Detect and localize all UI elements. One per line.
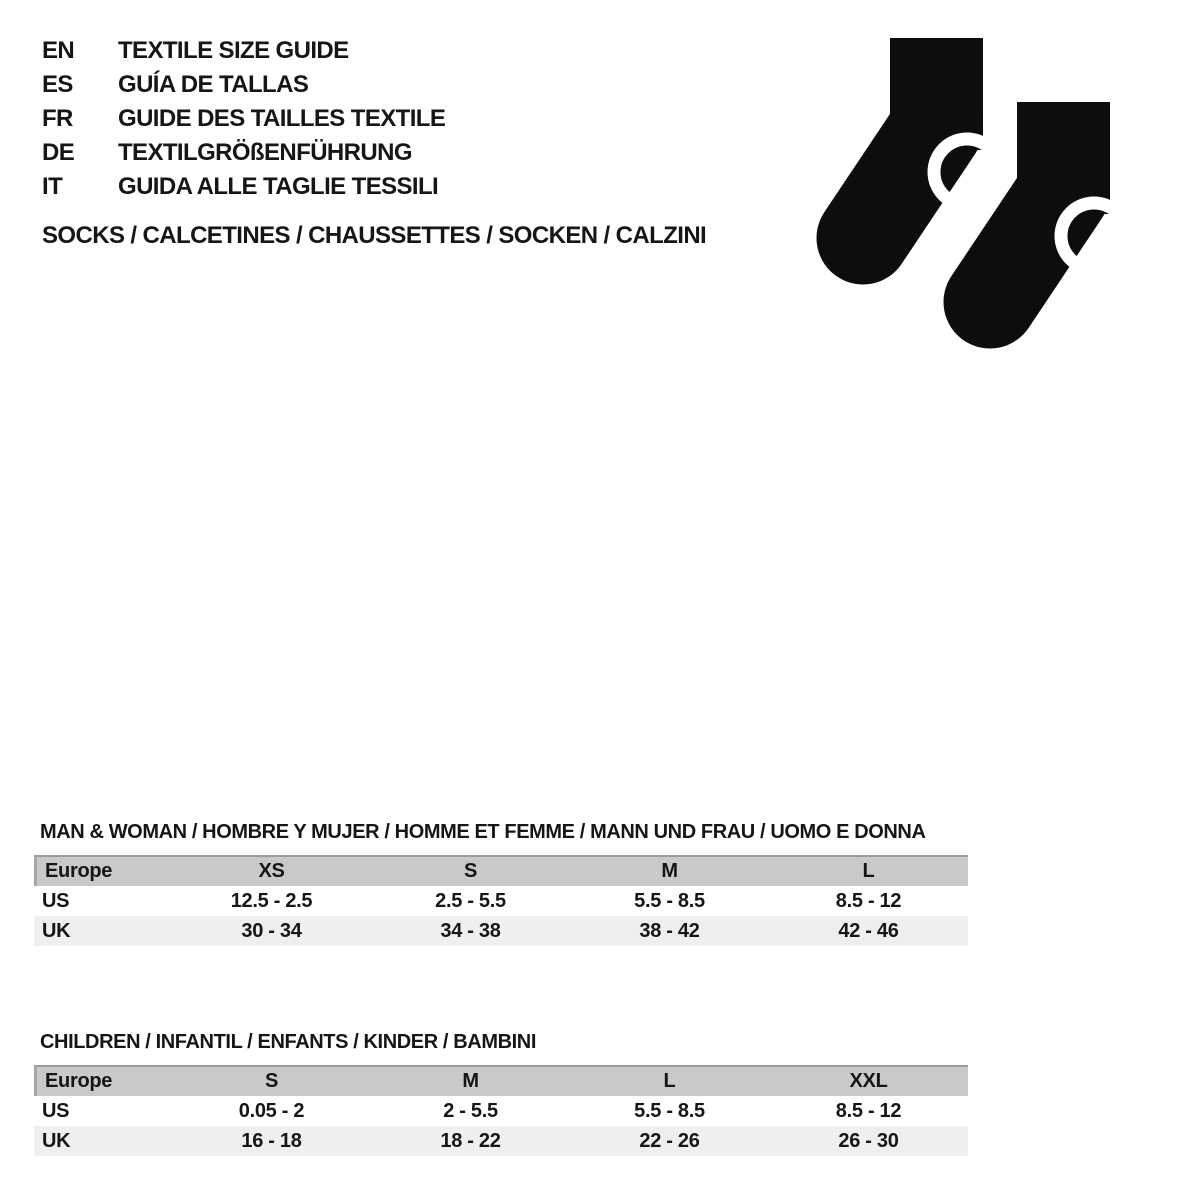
column-header: XS: [258, 860, 285, 882]
table-cell: 18 - 22: [440, 1129, 501, 1152]
language-row-it: [42, 170, 445, 204]
socks-icon: [795, 20, 1135, 365]
row-label: US: [42, 889, 70, 912]
column-header: M: [661, 860, 678, 882]
column-header: Europe: [45, 1070, 113, 1092]
language-title-list: [42, 34, 445, 204]
guide-title: GUÍA DE TALLAS: [118, 71, 309, 98]
table-cell: 34 - 38: [440, 919, 501, 942]
row-label: UK: [42, 919, 71, 942]
table-cell: 42 - 46: [838, 919, 899, 942]
table-header-row: [34, 1065, 968, 1096]
column-header: XXL: [849, 1070, 888, 1092]
table-cell: 2 - 5.5: [443, 1099, 498, 1122]
table-title: CHILDREN / INFANTIL / ENFANTS / KINDER / BAMBINI: [40, 1031, 536, 1053]
table-cell: 2.5 - 5.5: [435, 889, 506, 912]
size-table-adults: [34, 821, 968, 946]
table-row-uk: [34, 1126, 968, 1156]
table-cell: 0.05 - 2: [238, 1099, 305, 1122]
guide-title: TEXTILE SIZE GUIDE: [118, 37, 349, 64]
guide-title: GUIDA ALLE TAGLIE TESSILI: [118, 173, 439, 200]
table-cell: 5.5 - 8.5: [634, 1099, 705, 1122]
table-cell: 8.5 - 12: [835, 889, 902, 912]
column-header: S: [463, 860, 478, 882]
column-header: S: [264, 1070, 279, 1092]
table-header-row: [34, 855, 968, 886]
table-row-us: [34, 886, 968, 916]
size-table-children: [34, 1031, 968, 1156]
column-header: M: [462, 1070, 479, 1092]
table-cell: 5.5 - 8.5: [634, 889, 705, 912]
column-header: L: [862, 860, 875, 882]
guide-title: GUIDE DES TAILLES TEXTILE: [118, 105, 446, 132]
language-code: IT: [42, 173, 63, 200]
language-row-de: [42, 136, 445, 170]
column-header: Europe: [45, 860, 113, 882]
column-header: L: [663, 1070, 676, 1092]
table-cell: 12.5 - 2.5: [230, 889, 313, 912]
table-cell: 8.5 - 12: [835, 1099, 902, 1122]
row-label: UK: [42, 1129, 71, 1152]
sock-left: [863, 38, 1000, 238]
table-title: MAN & WOMAN / HOMBRE Y MUJER / HOMME ET FEMME / MANN UND FRAU / UOMO E DONNA: [40, 821, 926, 843]
row-label: US: [42, 1099, 70, 1122]
language-code: EN: [42, 37, 75, 64]
language-row-fr: [42, 102, 445, 136]
language-code: DE: [42, 139, 75, 166]
product-category-line: SOCKS / CALCETINES / CHAUSSETTES / SOCKEN / CALZINI: [42, 222, 707, 249]
language-row-es: [42, 68, 445, 102]
table-cell: 30 - 34: [241, 919, 302, 942]
guide-title: TEXTILGRÖßENFÜHRUNG: [118, 139, 412, 166]
table-cell: 16 - 18: [241, 1129, 302, 1152]
language-code: FR: [42, 105, 73, 132]
language-row-en: [42, 34, 445, 68]
table-cell: 22 - 26: [639, 1129, 700, 1152]
table-row-us: [34, 1096, 968, 1126]
language-code: ES: [42, 71, 73, 98]
table-row-uk: [34, 916, 968, 946]
table-cell: 38 - 42: [639, 919, 700, 942]
table-cell: 26 - 30: [838, 1129, 899, 1152]
